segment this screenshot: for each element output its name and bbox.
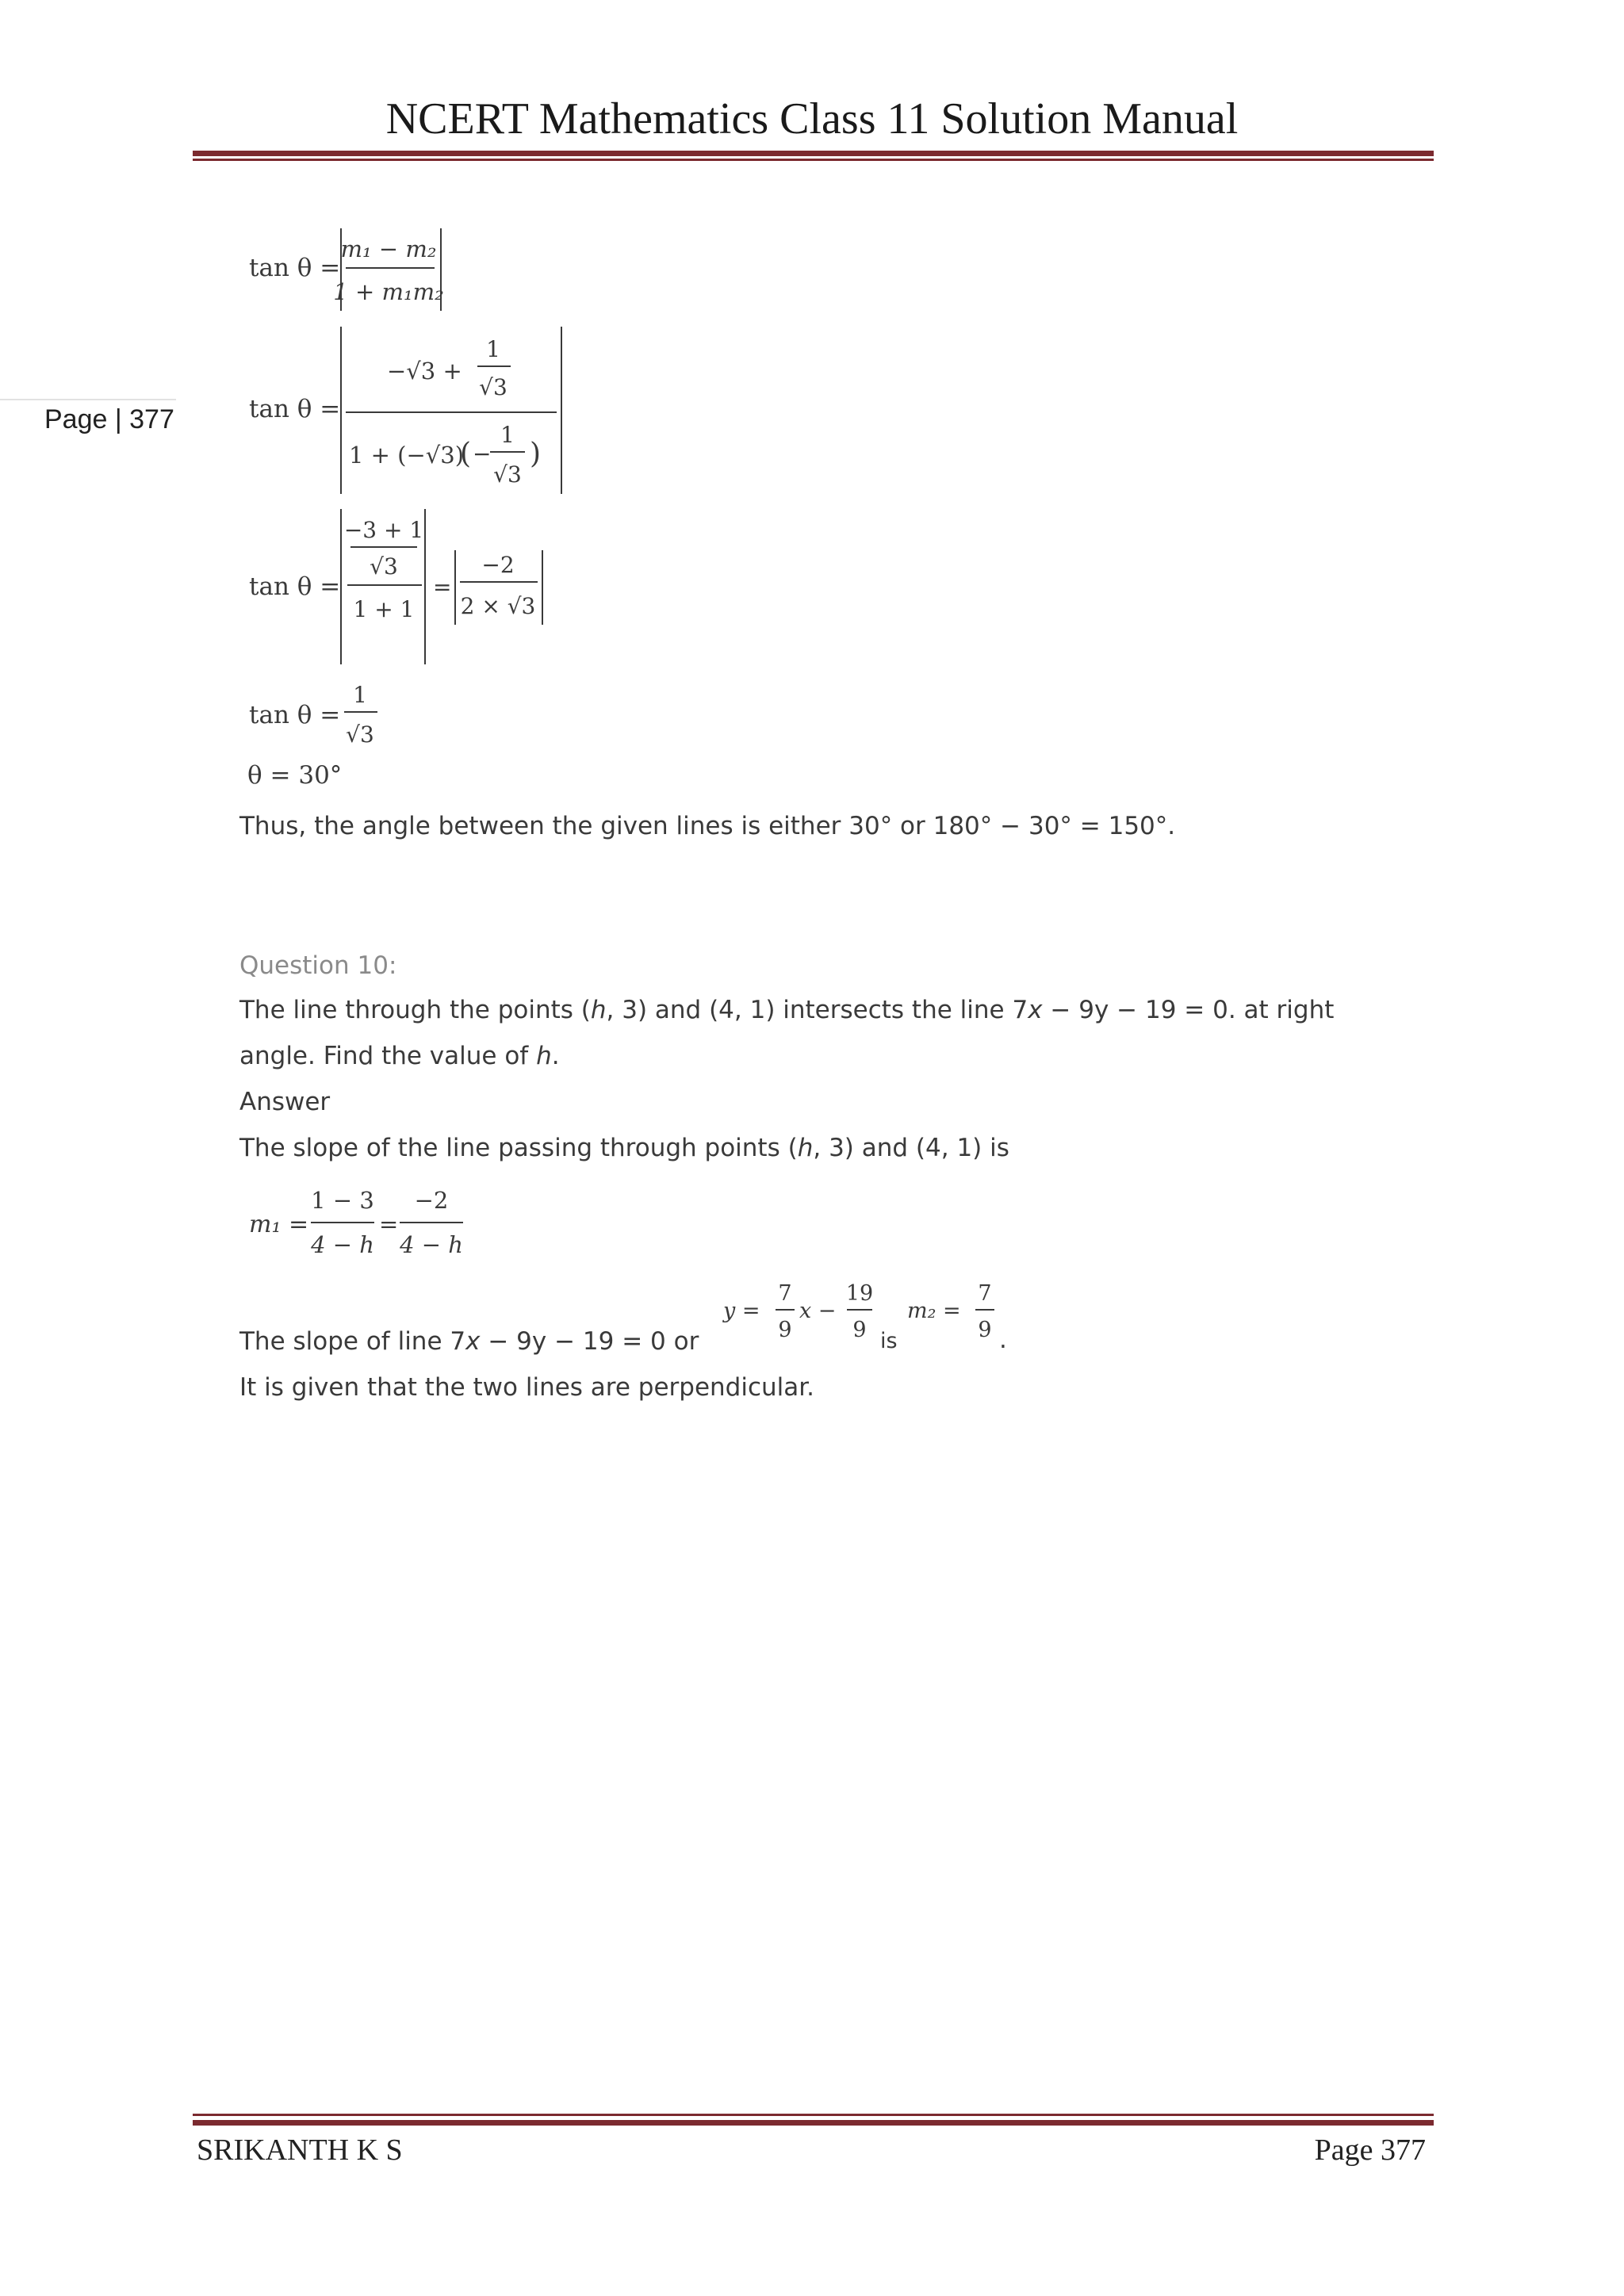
equation-tan-result — [247, 675, 406, 758]
answer-label: Answer — [239, 1088, 331, 1116]
slope-text: The slope of the line passing through points (h, 3) and (4, 1) is — [239, 1134, 1009, 1162]
eq7-n2: 19 — [845, 1281, 874, 1306]
eq2-den-one: 1 — [500, 422, 515, 448]
conclusion-text: Thus, the angle between the given lines is either 30° or 180° − 30° = 150°. — [239, 812, 1176, 840]
eq8-num: 7 — [978, 1281, 992, 1306]
eq3-den2: 2 × √3 — [460, 593, 536, 619]
footer-author: SRIKANTH K S — [197, 2133, 403, 2167]
footer-rule-thin — [193, 2114, 1434, 2116]
question-line-2: angle. Find the value of h. — [239, 1042, 560, 1070]
eq2-den-paren-open: ( — [460, 438, 472, 470]
eq7-n1: 7 — [778, 1281, 792, 1306]
eq2-den-a: 1 + (−√3) — [349, 442, 465, 469]
is-word: is — [880, 1329, 898, 1353]
eq2-den-paren-close: ) — [530, 438, 542, 470]
question-line-1: The line through the points (h, 3) and (4, 1) intersects the line 7x − 9y − 19 = 0. at right — [239, 996, 1335, 1024]
footer-rule — [193, 2120, 1434, 2126]
equation-line-form — [723, 1273, 882, 1356]
page-header-title: NCERT Mathematics Class 11 Solution Manual — [385, 94, 1239, 144]
header-rule-thin — [193, 159, 1434, 161]
eq7-x: x − — [799, 1299, 837, 1323]
question-heading: Question 10: — [239, 951, 397, 980]
eq6-lhs: m₁ = — [249, 1211, 309, 1238]
eq3-den: 1 + 1 — [353, 596, 415, 622]
period: . — [999, 1326, 1007, 1354]
eq2-num-one: 1 — [486, 336, 500, 362]
eq4-den: √3 — [346, 721, 374, 748]
eq2-num-root: √3 — [479, 374, 508, 400]
eq6-num2: −2 — [414, 1187, 449, 1214]
eq3-root: √3 — [370, 553, 398, 580]
eq1-denominator: 1 + m₁m₂ — [333, 278, 444, 305]
eq8-den: 9 — [978, 1318, 992, 1342]
eq3-num: −3 + 1 — [343, 517, 424, 543]
equation-m1 — [247, 1181, 485, 1272]
eq7-d1: 9 — [778, 1318, 792, 1342]
eq2-den-neg: − — [473, 441, 492, 467]
eq7-d2: 9 — [852, 1318, 867, 1342]
equation-tan-formula — [247, 222, 501, 320]
eq1-numerator: m₁ − m₂ — [340, 235, 437, 262]
eq3-lhs: tan θ = — [249, 572, 341, 601]
side-divider — [0, 399, 176, 400]
eq1-lhs: tan θ = — [249, 254, 341, 282]
eq8-lhs: m₂ = — [907, 1299, 961, 1323]
side-page-number: Page | 377 — [44, 404, 174, 434]
footer-page-number: Page 377 — [1314, 2133, 1426, 2167]
header-rule — [193, 151, 1434, 156]
eq6-den2: 4 − h — [400, 1231, 463, 1258]
eq4-lhs: tan θ = — [249, 701, 341, 729]
eq2-num-a: −√3 + — [387, 358, 462, 385]
eq6-equals: = — [379, 1211, 399, 1238]
slope2-text: The slope of line 7x − 9y − 19 = 0 or — [239, 1327, 699, 1356]
equation-tan-substituted — [247, 323, 580, 501]
eq3-equals: = — [433, 574, 452, 600]
eq7-y: y = — [723, 1299, 760, 1323]
eq6-num1: 1 − 3 — [311, 1187, 374, 1214]
eq2-den-root: √3 — [493, 461, 522, 488]
eq4-num: 1 — [353, 682, 367, 708]
equation-theta: θ = 30° — [247, 761, 343, 790]
perpendicular-text: It is given that the two lines are perpendicular. — [239, 1373, 815, 1402]
eq6-den1: 4 − h — [311, 1231, 374, 1258]
equation-tan-simplified — [247, 506, 580, 675]
eq2-lhs: tan θ = — [249, 395, 341, 423]
eq3-num2: −2 — [481, 552, 515, 578]
